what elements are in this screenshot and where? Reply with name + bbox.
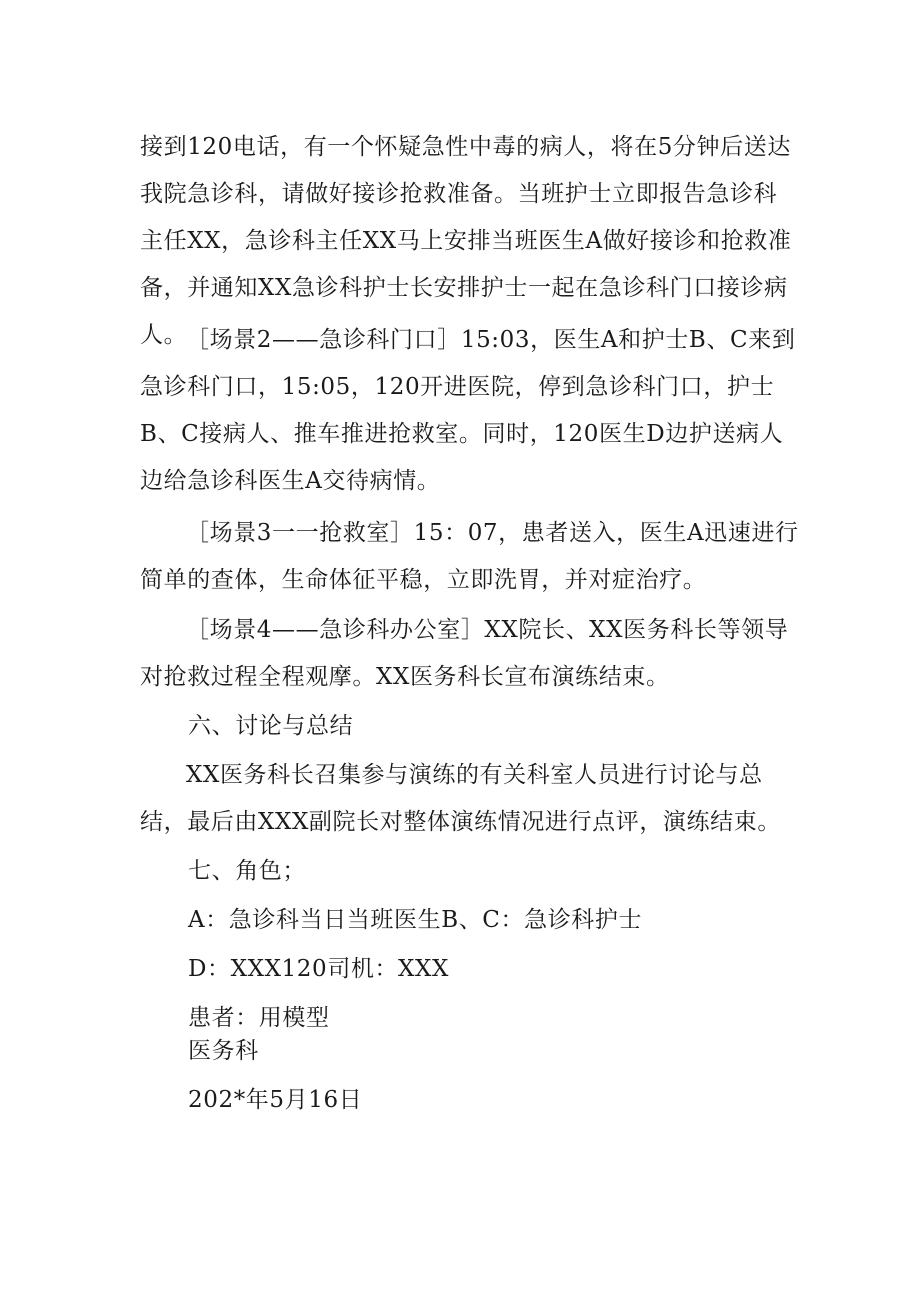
paragraph-scene-2: ［场景2——急诊科门口］15:03，医生A和护士B、C来到急诊科门口，15:05，120开进医院，停到急诊科门口，护士B、C接病人、推车推进抢救室。同时，120医生D边护送病人边给急诊科医生A交待病情。 <box>140 327 796 494</box>
paragraph-scene-4: ［场景4——急诊科办公室］XX院长、XX医务科长等领导对抢救过程全程观摩。XX医务科长宣布演练结束。 <box>140 617 789 690</box>
signature-department: 医务科 <box>188 1038 259 1064</box>
section-heading-roles: 七、角色； <box>188 858 306 884</box>
role-line-doctors-nurses: A：急诊科当日当班医生B、C：急诊科护士 <box>188 907 643 933</box>
signature-date: 202*年5月16日 <box>188 1087 363 1113</box>
role-line-driver: D：XXX120司机：XXX <box>188 956 449 982</box>
paragraph-discussion: XX医务科长召集参与演练的有关科室人员进行讨论与总结，最后由XXX副院长对整体演练情况进行点评，演练结束。 <box>140 762 781 835</box>
paragraph-incoming-call: 接到120电话，有一个怀疑急性中毒的病人，将在5分钟后送达我院急诊科，请做好接诊抢救准备。当班护士立即报告急诊科主任XX，急诊科主任XX马上安排当班医生A做好接诊和抢救准备，并通知XX急诊科护士长安排护士一起在急诊科门口接诊病人。 <box>140 134 792 348</box>
paragraph-scene-3: ［场景3一一抢救室］15：07，患者送入，医生A迅速进行简单的查体，生命体征平稳，立即洗胃，并对症治疗。 <box>140 520 799 593</box>
role-line-patient: 患者：用模型 <box>188 1005 330 1031</box>
section-heading-discussion: 六、讨论与总结 <box>188 713 354 739</box>
